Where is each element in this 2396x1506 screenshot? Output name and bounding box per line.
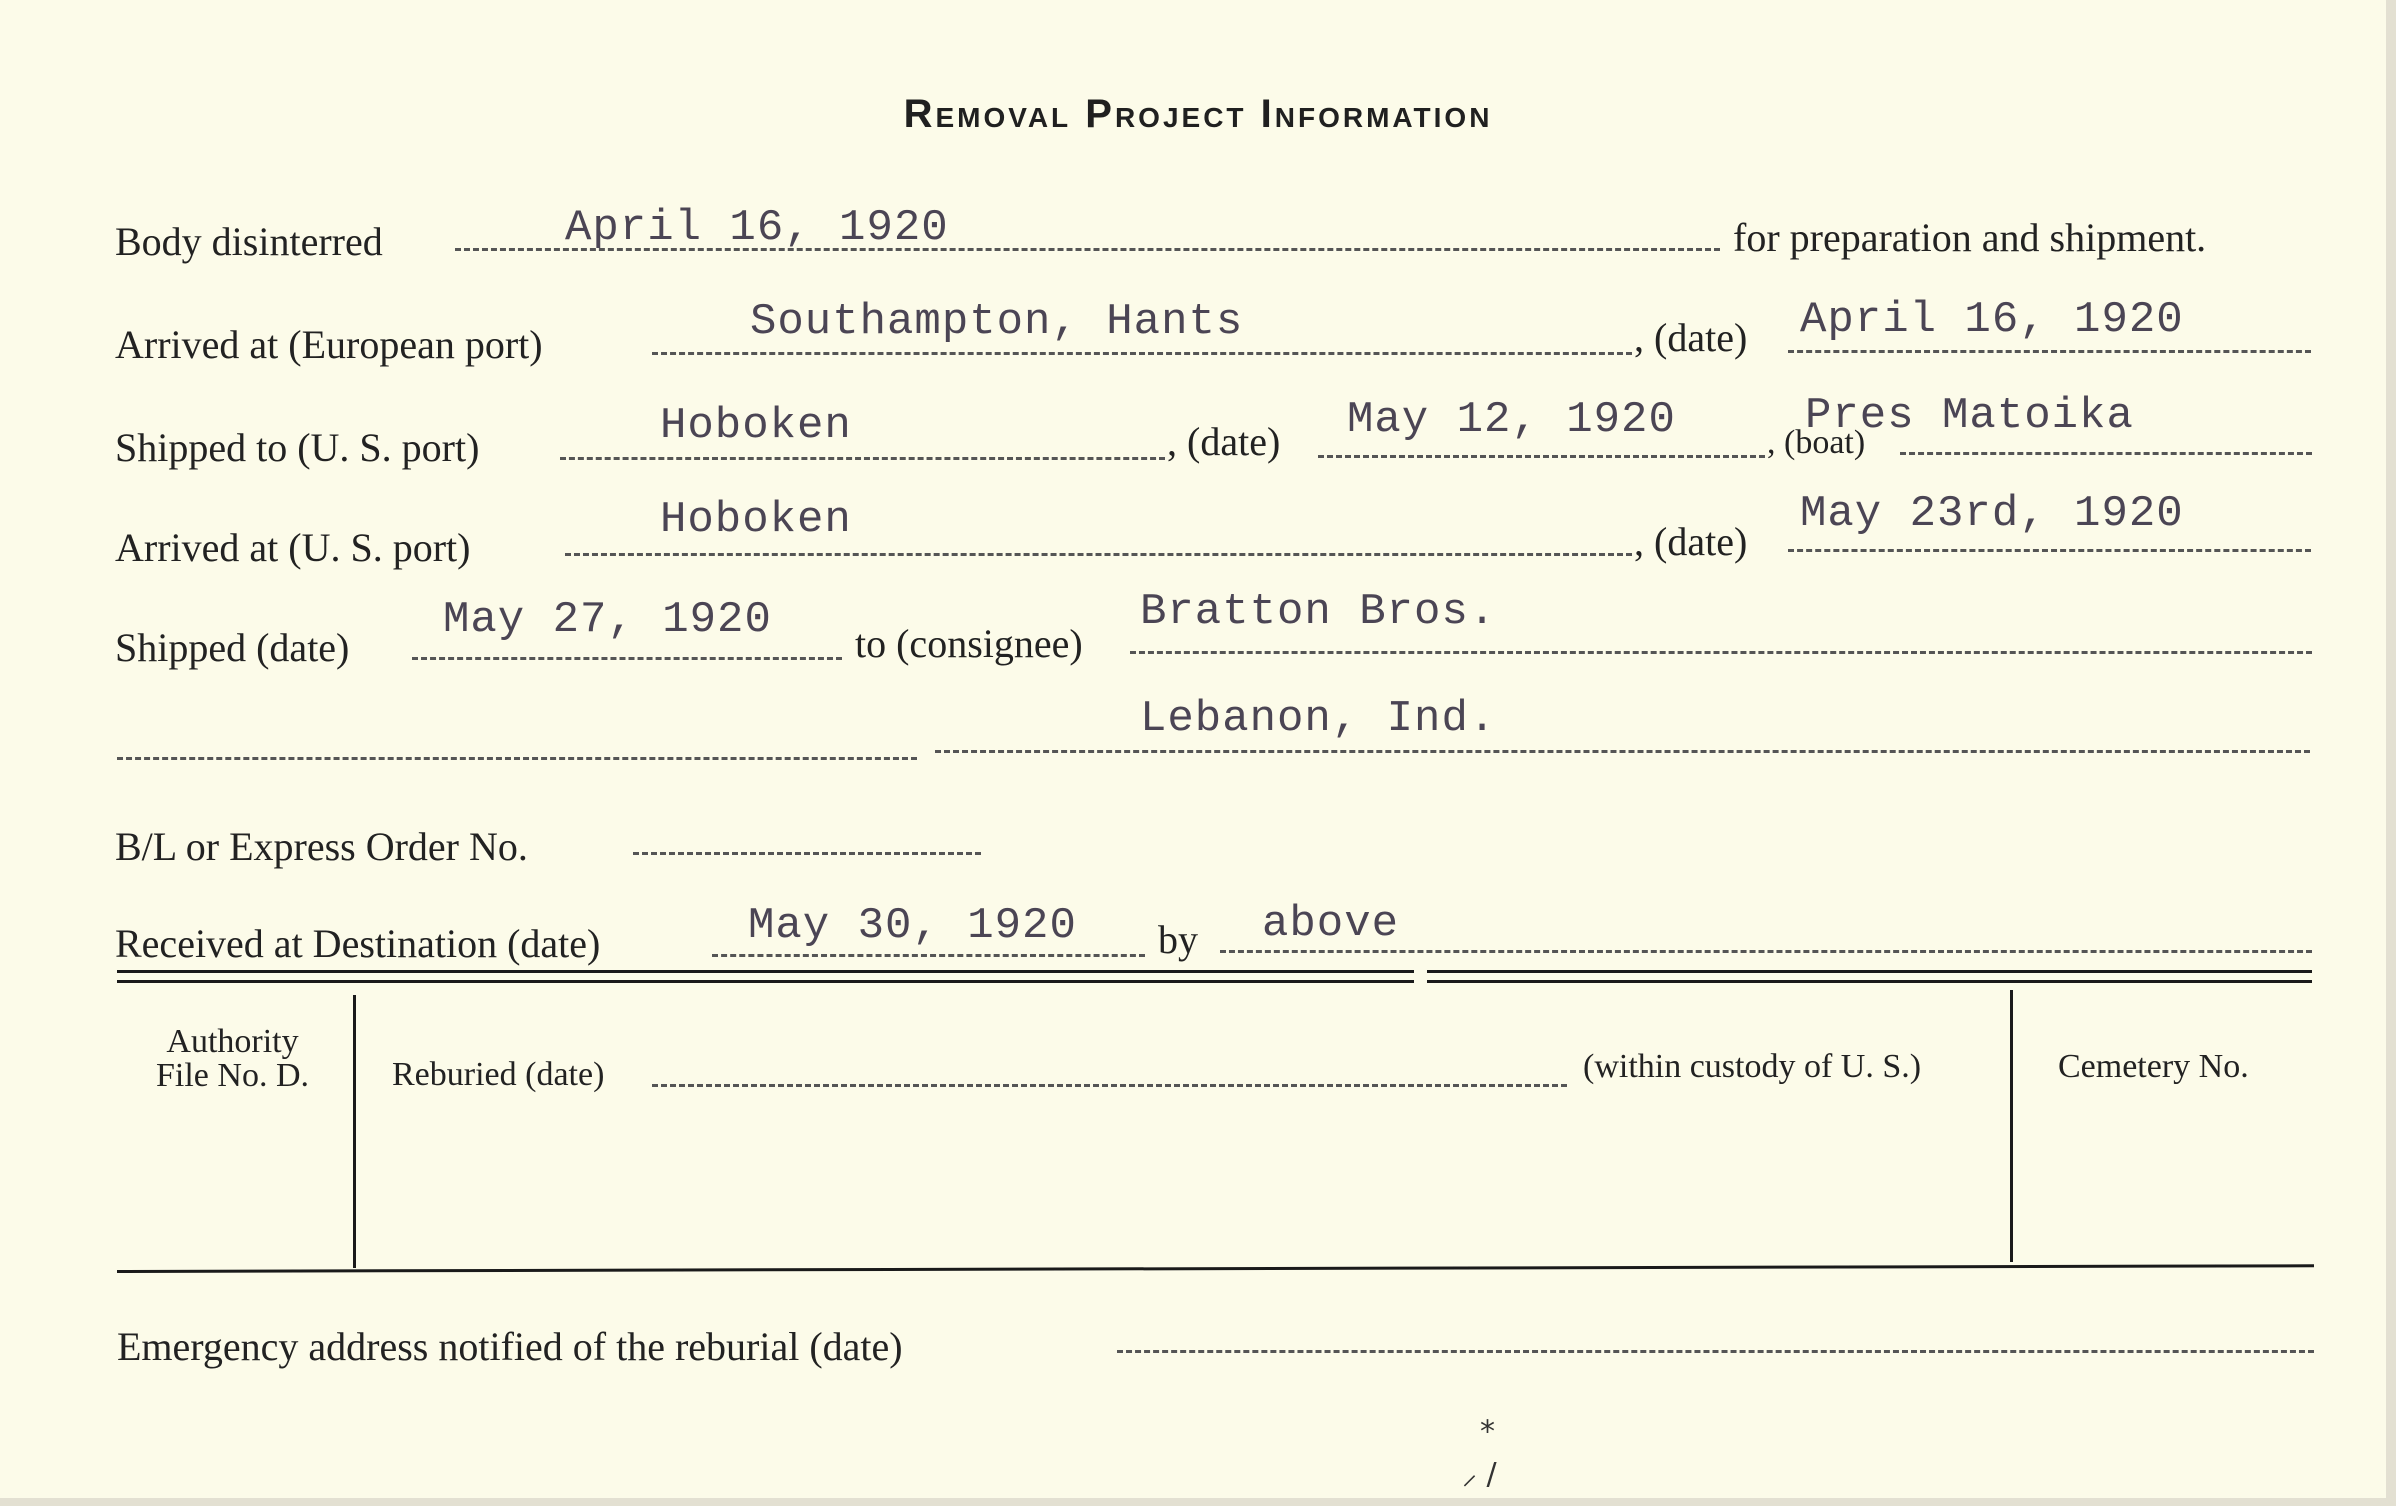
received-by-value: above [1262,899,1400,949]
reburied-line [652,1084,1567,1087]
emergency-line [1117,1350,2314,1353]
arrived-us-port-line [565,553,1632,556]
shipped-us-port-line [560,457,1165,460]
arrived-us-port-label: Arrived at (U. S. port) [115,525,471,570]
shipped-us-port-value: Hoboken [660,401,852,451]
shipped-us-boat-line [1900,452,2312,455]
european-date-value: April 16, 1920 [1800,295,2184,345]
arrived-us-port-value: Hoboken [660,495,852,545]
body-disinterred-label: Body disinterred [115,219,383,264]
body-disinterred-suffix: for preparation and shipment. [1733,215,2207,260]
arrived-us-date-line [1788,549,2311,552]
table-top-rule-left-2 [117,980,1414,983]
table-divider-right [2010,990,2013,1262]
consignee-address-value: Lebanon, Ind. [1140,694,1497,744]
european-port-label: Arrived at (European port) [115,322,543,367]
table-top-rule-right-2 [1427,980,2312,983]
shipped-us-date-label: , (date) [1167,419,1281,464]
card-title: Removal Project Information [903,92,1493,136]
reburied-label: Reburied (date) [392,1056,605,1093]
stray-mark-1: ⁎ [1480,1405,1495,1440]
shipped-date-line [412,657,842,660]
arrived-us-date-label: , (date) [1634,519,1748,564]
shipped-date-value: May 27, 1920 [443,595,772,645]
bl-order-line [633,852,981,855]
shipped-date-label: Shipped (date) [115,625,350,670]
european-port-value: Southampton, Hants [750,297,1244,347]
received-label: Received at Destination (date) [115,921,601,966]
custody-label: (within custody of U. S.) [1583,1048,1922,1085]
consignee-line2-right [935,750,2310,753]
consignee-label: to (consignee) [855,621,1083,666]
table-top-rule-right-1 [1427,970,2312,973]
bl-order-label: B/L or Express Order No. [115,824,528,869]
received-date-line [712,954,1145,957]
received-by-line [1220,950,2312,953]
european-port-line [652,352,1632,355]
arrived-us-date-value: May 23rd, 1920 [1800,489,2184,539]
shipped-us-date-value: May 12, 1920 [1347,395,1676,445]
received-date-value: May 30, 1920 [748,901,1077,951]
consignee-value: Bratton Bros. [1140,587,1497,637]
consignee-line [1130,651,2312,654]
stray-mark-2: ⸝ / [1462,1457,1497,1492]
authority-file-label: Authority File No. D. [156,1023,309,1094]
table-bottom-rule [117,1264,2314,1273]
cemetery-no-label: Cemetery No. [2058,1048,2249,1085]
received-by-label: by [1158,917,1198,962]
table-top-rule-left-1 [117,970,1414,973]
european-date-line [1788,350,2311,353]
shipped-us-boat-value: Pres Matoika [1805,391,2134,441]
consignee-line2-left [117,757,917,760]
body-disinterred-value: April 16, 1920 [565,203,949,253]
shipped-us-port-label: Shipped to (U. S. port) [115,425,480,470]
shipped-us-date-line [1318,455,1765,458]
european-date-label: , (date) [1634,315,1748,360]
shipped-us-boat-label: , (boat) [1767,424,1866,461]
emergency-label: Emergency address notified of the reburial (date) [117,1324,903,1369]
